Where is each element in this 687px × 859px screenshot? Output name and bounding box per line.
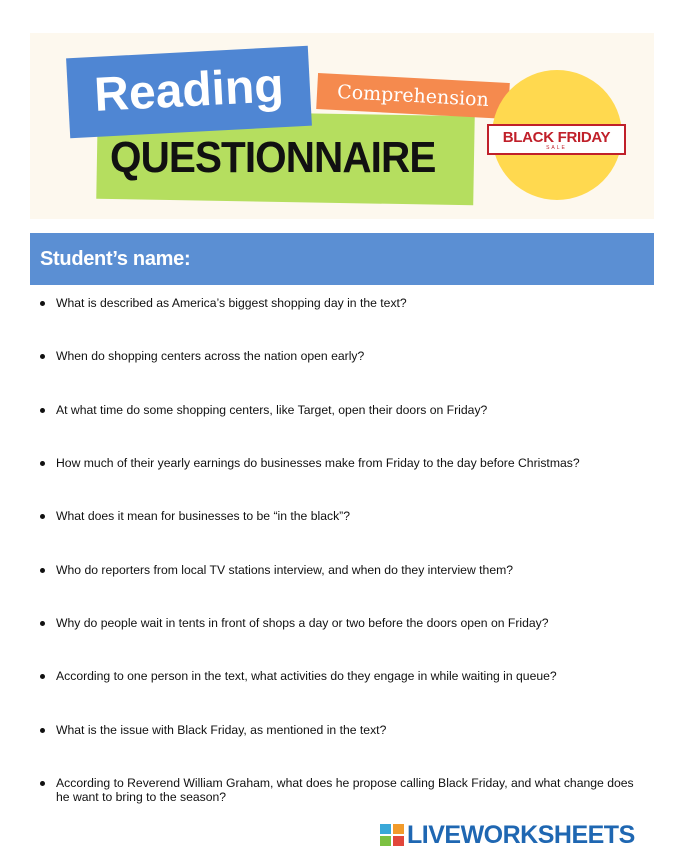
bullet-icon: [40, 461, 45, 466]
badge-subtitle: SALE: [546, 145, 567, 151]
liveworksheets-brand[interactable]: [380, 820, 680, 850]
question-text: When do shopping centers across the nation open early?: [56, 349, 365, 363]
title-reading: Reading: [92, 59, 285, 122]
bullet-icon: [40, 514, 45, 519]
title-comprehension: Comprehension: [336, 81, 490, 111]
question-text: What is described as America’s biggest shopping day in the text?: [56, 296, 407, 310]
question-text: Who do reporters from local TV stations interview, and when do they interview them?: [56, 563, 514, 577]
question-item: [40, 296, 650, 310]
question-text: At what time do some shopping centers, like Target, open their doors on Friday?: [56, 403, 488, 417]
question-item: [40, 616, 650, 630]
question-text: What does it mean for businesses to be “in the black”?: [56, 509, 351, 523]
question-item: [40, 349, 650, 363]
question-item: [40, 723, 650, 737]
question-text: According to one person in the text, what activities do they engage in while waiting in queue?: [56, 669, 557, 683]
question-item: [40, 509, 650, 523]
question-item: [40, 456, 650, 470]
badge-title: BLACK FRIDAY: [502, 129, 611, 146]
question-text: Why do people wait in tents in front of shops a day or two before the doors open on Friday?: [56, 616, 549, 630]
bullet-icon: [40, 621, 45, 626]
bullet-icon: [40, 354, 45, 359]
bullet-icon: [40, 408, 45, 413]
brand-name: LIVEWORKSHEETS: [407, 821, 635, 849]
title-questionnaire: QUESTIONNAIRE: [110, 133, 436, 182]
question-item: [40, 563, 650, 577]
question-text: How much of their yearly earnings do businesses make from Friday to the day before Christmas?: [56, 456, 580, 470]
bullet-icon: [40, 568, 45, 573]
question-item: [40, 669, 650, 683]
bullet-icon: [40, 301, 45, 306]
question-text: What is the issue with Black Friday, as mentioned in the text?: [56, 723, 387, 737]
question-text: According to Reverend William Graham, what does he propose calling Black Friday, and what change does he want to bring to the season?: [56, 776, 634, 804]
liveworksheets-logo-icon: [380, 824, 404, 846]
bullet-icon: [40, 674, 45, 679]
question-item: [40, 403, 650, 417]
bullet-icon: [40, 728, 45, 733]
bullet-icon: [40, 781, 45, 786]
question-item: [40, 776, 650, 804]
student-name-label: Student’s name:: [40, 248, 191, 270]
